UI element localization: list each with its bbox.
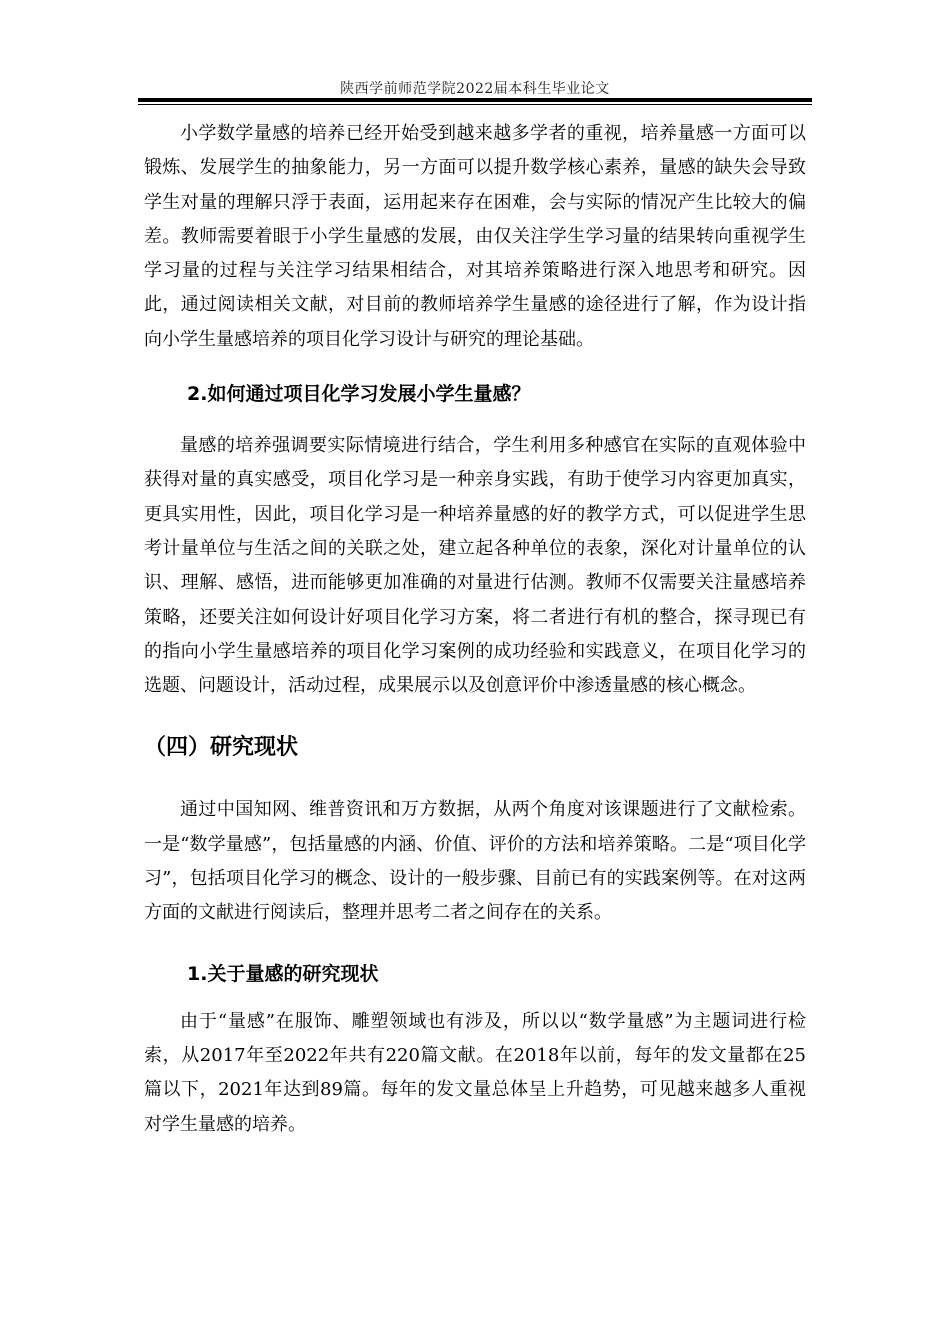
paragraph-quantity-sense-intro: 小学数学量感的培养已经开始受到越来越多学者的重视，培养量感一方面可以锻炼、发展学生的抽象能力，另一方面可以提升数学核心素养，量感的缺失会导致学生对量的理解只浮于表面，运用起来存在困难，会与实际的情况产生比较大的偏差。教师需要着眼于小学生量感的发展，由仅关注学生学习量的结果转向重视学生学习量的过程与关注学习结果相结合，对其培养策略进行深入地思考和研究。因此，通过阅读相关文献，对目前的教师培养学生量感的途径进行了解，作为设计指向小学生量感培养的项目化学习设计与研究的理论基础。 — [144, 123, 806, 350]
page-body — [144, 117, 806, 1142]
paragraph-literature-search: 通过中国知网、维普资讯和万方数据，从两个角度对该课题进行了文献检索。一是“数学量感”，包括量感的内涵、价值、评价的方法和培养策略。二是“项目化学习”，包括项目化学习的概念、设计的一般步骤、目前已有的实践案例等。在对这两方面的文献进行阅读后，整理并思考二者之间存在的关系。 — [144, 799, 806, 924]
subheading-quantity-sense-research: 1.关于量感的研究现状 — [187, 962, 379, 985]
paragraph-publication-stats: 由于“量感”在服饰、雕塑领域也有涉及，所以以“数学量感”为主题词进行检索，从2017年至2022年共有220篇文献。在2018年以前，每年的发文量都在25篇以下，2021年达到89篇。每年的发文量总体呈上升趋势，可见越来越多人重视对学生量感的培养。 — [144, 1010, 806, 1135]
paragraph-project-learning: 量感的培养强调要实际情境进行结合，学生利用多种感官在实际的直观体验中获得对量的真实感受，项目化学习是一种亲身实践，有助于使学习内容更加真实，更具实用性，因此，项目化学习是一种培养量感的好的教学方式，可以促进学生思考计量单位与生活之间的关联之处，建立起各种单位的表象，深化对计量单位的认识、理解、感悟，进而能够更加准确的对量进行估测。教师不仅需要关注量感培养策略，还要关注如何设计好项目化学习方案，将二者进行有机的整合，探寻现已有的指向小学生量感培养的项目化学习案例的成功经验和实践意义，在项目化学习的选题、问题设计，活动过程，成果展示以及创意评价中渗透量感的核心概念。 — [144, 435, 806, 697]
page-header: 陕西学前师范学院2022届本科生毕业论文 — [340, 81, 610, 97]
subheading-project-learning: 2.如何通过项目化学习发展小学生量感？ — [187, 383, 531, 406]
header-rule-thin — [138, 104, 812, 105]
section-heading-research-status: （四）研究现状 — [144, 735, 299, 761]
header-rule-thick — [138, 98, 812, 102]
